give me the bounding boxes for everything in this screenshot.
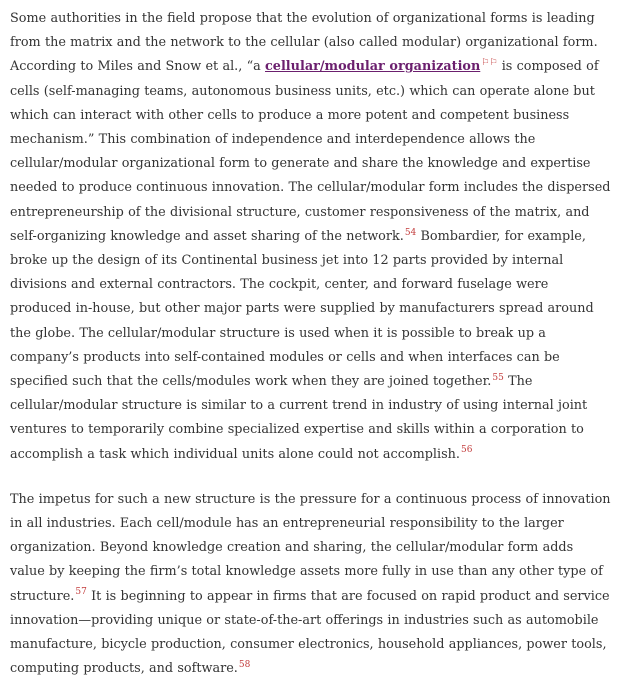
paragraph-2 — [10, 488, 612, 681]
footnote-link[interactable]: 54 — [404, 227, 417, 238]
paragraph-text: Bombardier, for example, broke up the design of its Continental business jet into 12 parts provided by internal divisions and external contractors. The cockpit, center, and forward fuselage were produced in-house, but other major parts were supplied by manufacturers spread around the globe. The cellular/modular structure is used when it is possible to break up a company’s products into self-contained modules or cells and when interfaces can be specified such that the cells/modules work when they are joined together. — [10, 228, 594, 390]
paragraph-1: Some authorities in the field propose that the evolution of organizational forms is leading from the matrix and the network to the cellular (also called modular) organizational form. According to Miles and Snow et al., “a cellular/modular organization⚐⚐ is composed of cells (self-managing teams, autonomous business units, etc.) which can operate alone but which can interact with other cells to produce a more potent and competent business mechanism.” This combination of independence and interdependence allows the cellular/modular organizational form to generate and share the knowledge and expertise needed to produce continuous innovation. The cellular/modular form includes the dispersed entrepreneurship of the divisional structure, customer responsiveness of the matrix, and self-organizing knowledge and asset sharing of the network.$^{54}$ Bombardier, for example, broke up the design of its Continental business jet into 12 parts provided by internal divisions and external contractors. The cockpit, center, and forward fuselage were produced in-house, but other major parts were supplied by manufacturers spread around the globe. The cellular/modular structure is used when it is possible to break up a company’s products into self-contained modules or cells and when interfaces can be specified such that the cells/modules work when they are joined together.$^{55}$ The cellular/modular structure is similar to a current trend in industry of using internal joint ventures to temporarily combine specialized expertise and skills within a corporation to accomplish a task which individual units alone could not accomplish.$^{56}$ — [10, 11, 611, 462]
glossary-term-link[interactable]: cellular/modular organization — [265, 59, 481, 75]
footnote-link[interactable]: 58 — [238, 660, 251, 671]
footnote-link[interactable]: 57 — [75, 587, 87, 598]
paragraph-text: The cellular/modular structure is similar to a current trend in industry of using internal joint ventures to temporarily combine specialized expertise and skills within a corporation to accomplish a task which individual units alone could not accomplish. — [10, 374, 588, 462]
footnote-link[interactable]: 56 — [461, 445, 473, 456]
paragraph-text: The impetus for such a new structure is the pressure for a continuous process of innovation in all industries. Each cell/module has an entrepreneurial responsibility to the larger organization. Beyond knowledge creation and sharing, the cellular/modular form adds value by keeping the firm’s total knowledge assets more fully in use than any other type of structure. — [10, 491, 611, 604]
paragraph-text: It is beginning to appear in firms that are focused on rapid product and service innovation—providing unique or state-of-the-art offerings in industries such as automobile manufacture, bicycle production, consumer electronics, household appliances, power tools, computing products, and software. — [10, 588, 610, 677]
footnote-link[interactable]: 55 — [492, 372, 504, 383]
paragraph-text: is composed of cells (self-managing teams, autonomous business units, etc.) which can operate alone but which can interact with other cells to produce a more potent and competent business mechanism.” This combination of independence and interdependence allows the cellular/modular organizational form to generate and share the knowledge and expertise needed to produce continuous innovation. The cellular/modular form includes the dispersed entrepreneurship of the divisional structure, customer responsiveness of the matrix, and self-organizing knowledge and asset sharing of the network. — [10, 59, 611, 244]
paragraph-text: Some authorities in the field propose that the evolution of organizational forms is leading from the matrix and the network to the cellular (also called modular) organizational form. According to Miles and Snow et al., “a — [10, 11, 598, 75]
